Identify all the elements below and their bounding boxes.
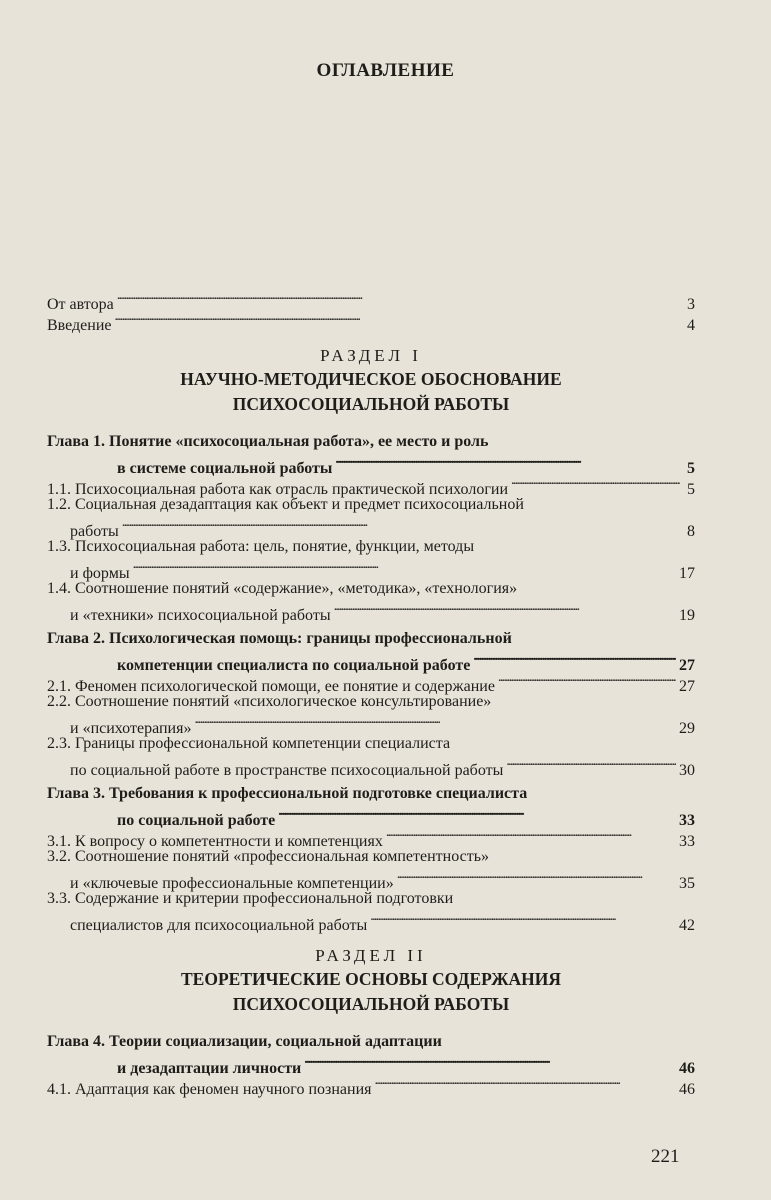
section-title-line1: НАУЧНО-МЕТОДИЧЕСКОЕ ОБОСНОВАНИЕ [180,369,562,389]
toc-entry[interactable] [47,909,695,934]
dot-leader [370,909,676,930]
chapter-heading-cont[interactable] [47,649,695,674]
dot-leader [511,473,680,494]
dot-leader [375,1073,677,1094]
toc-entry-text: 4.1. Адаптация как феномен научного познания [47,1081,372,1098]
toc-entry-text: специалистов для психосоциальной работы [70,917,368,934]
toc-entry[interactable] [47,712,695,737]
toc-entry[interactable] [47,867,695,892]
toc-page-number: 17 [679,565,695,582]
table-of-contents [47,288,695,1098]
toc-page-number: 33 [679,833,695,850]
toc-entry-introduction[interactable] [47,309,695,334]
toc-entry-text[interactable]: 1.3. Психосоциальная работа: цель, понятие, функции, методы [47,538,475,555]
toc-page-number: 46 [679,1081,695,1098]
toc-entry-text[interactable]: 2.2. Соотношение понятий «психологическое консультирование» [47,693,492,710]
toc-page-number: 4 [687,317,695,334]
dot-leader [304,1052,676,1073]
toc-entry-text: по социальной работе в пространстве психосоциальной работы [70,762,504,779]
chapter-heading[interactable]: Глава 2. Психологическая помощь: границы профессиональной [47,630,512,647]
toc-page-number: 8 [687,523,695,540]
dot-leader [335,452,680,473]
toc-page-number: 27 [679,678,695,695]
dot-leader [115,309,681,330]
toc-entry[interactable] [47,515,695,540]
section-title-line1: ТЕОРЕТИЧЕСКИЕ ОСНОВЫ СОДЕРЖАНИЯ [181,969,561,989]
toc-entry-text: работы [70,523,119,540]
chapter-heading[interactable]: Глава 4. Теории социализации, социальной адаптации [47,1033,442,1050]
section-label: РАЗДЕЛ II [315,946,427,965]
dot-leader [133,557,676,578]
toc-entry[interactable] [47,557,695,582]
toc-page-number: 33 [679,812,695,829]
chapter-heading[interactable]: Глава 1. Понятие «психосоциальная работа», ее место и роль [47,433,489,450]
toc-page-number: 5 [687,460,695,477]
toc-page-number: 5 [687,481,695,498]
toc-entry-from-author[interactable] [47,288,695,313]
dot-leader [386,825,676,846]
toc-entry-text: 2.1. Феномен психологической помощи, ее понятие и содержание [47,678,495,695]
dot-leader [117,288,680,309]
toc-entry[interactable] [47,754,695,779]
dot-leader [473,649,676,670]
dot-leader [122,515,680,536]
toc-page-number: 19 [679,607,695,624]
toc-page-number: 35 [679,875,695,892]
dot-leader [278,804,676,825]
toc-entry[interactable] [47,599,695,624]
toc-entry-text: по социальной работе [117,812,276,829]
dot-leader [397,867,676,888]
toc-entry-text: и формы [70,565,130,582]
toc-entry-text: и «ключевые профессиональные компетенции» [70,875,394,892]
toc-page-number: 30 [679,762,695,779]
page-title: ОГЛАВЛЕНИЕ [316,60,455,81]
chapter-heading[interactable]: Глава 3. Требования к профессиональной подготовке специалиста [47,785,528,802]
toc-entry-text[interactable]: 2.3. Границы профессиональной компетенции специалиста [47,735,451,752]
toc-entry-text: Введение [47,317,112,334]
chapter-heading-cont[interactable] [47,804,695,829]
toc-page-number: 27 [679,657,695,674]
toc-page-number: 29 [679,720,695,737]
section-title-line2: ПСИХОСОЦИАЛЬНОЙ РАБОТЫ [232,994,510,1014]
toc-entry-text: в системе социальной работы [117,460,333,477]
dot-leader [334,599,676,620]
toc-entry-text: От автора [47,296,114,313]
chapter-heading-cont[interactable] [47,1052,695,1077]
toc-entry-text: компетенции специалиста по социальной работе [117,657,471,674]
toc-entry-text[interactable]: 3.3. Содержание и критерии профессиональной подготовки [47,890,454,907]
dot-leader [194,712,676,733]
toc-entry-text: 3.1. К вопросу о компетентности и компетенциях [47,833,383,850]
toc-entry-text[interactable]: 1.4. Соотношение понятий «содержание», «методика», «технология» [47,580,518,597]
toc-entry-text[interactable]: 1.2. Социальная дезадаптация как объект и предмет психосоциальной [47,496,524,513]
page-number: 221 [651,1146,680,1167]
dot-leader [498,670,676,691]
toc-entry-text[interactable]: 3.2. Соотношение понятий «профессиональная компетентность» [47,848,490,865]
toc-page-number: 3 [687,296,695,313]
toc-entry-text: и «психотерапия» [70,720,192,737]
dot-leader [506,754,676,775]
toc-entry-text: и дезадаптации личности [117,1060,302,1077]
toc-page-number: 46 [679,1060,695,1077]
chapter-heading-cont[interactable] [47,452,695,477]
section-label: РАЗДЕЛ I [320,346,422,365]
toc-entry-text: и «техники» психосоциальной работы [70,607,331,624]
section-title-line2: ПСИХОСОЦИАЛЬНОЙ РАБОТЫ [232,394,510,414]
toc-entry-text: 1.1. Психосоциальная работа как отрасль практической психологии [47,481,508,498]
toc-page-number: 42 [679,917,695,934]
